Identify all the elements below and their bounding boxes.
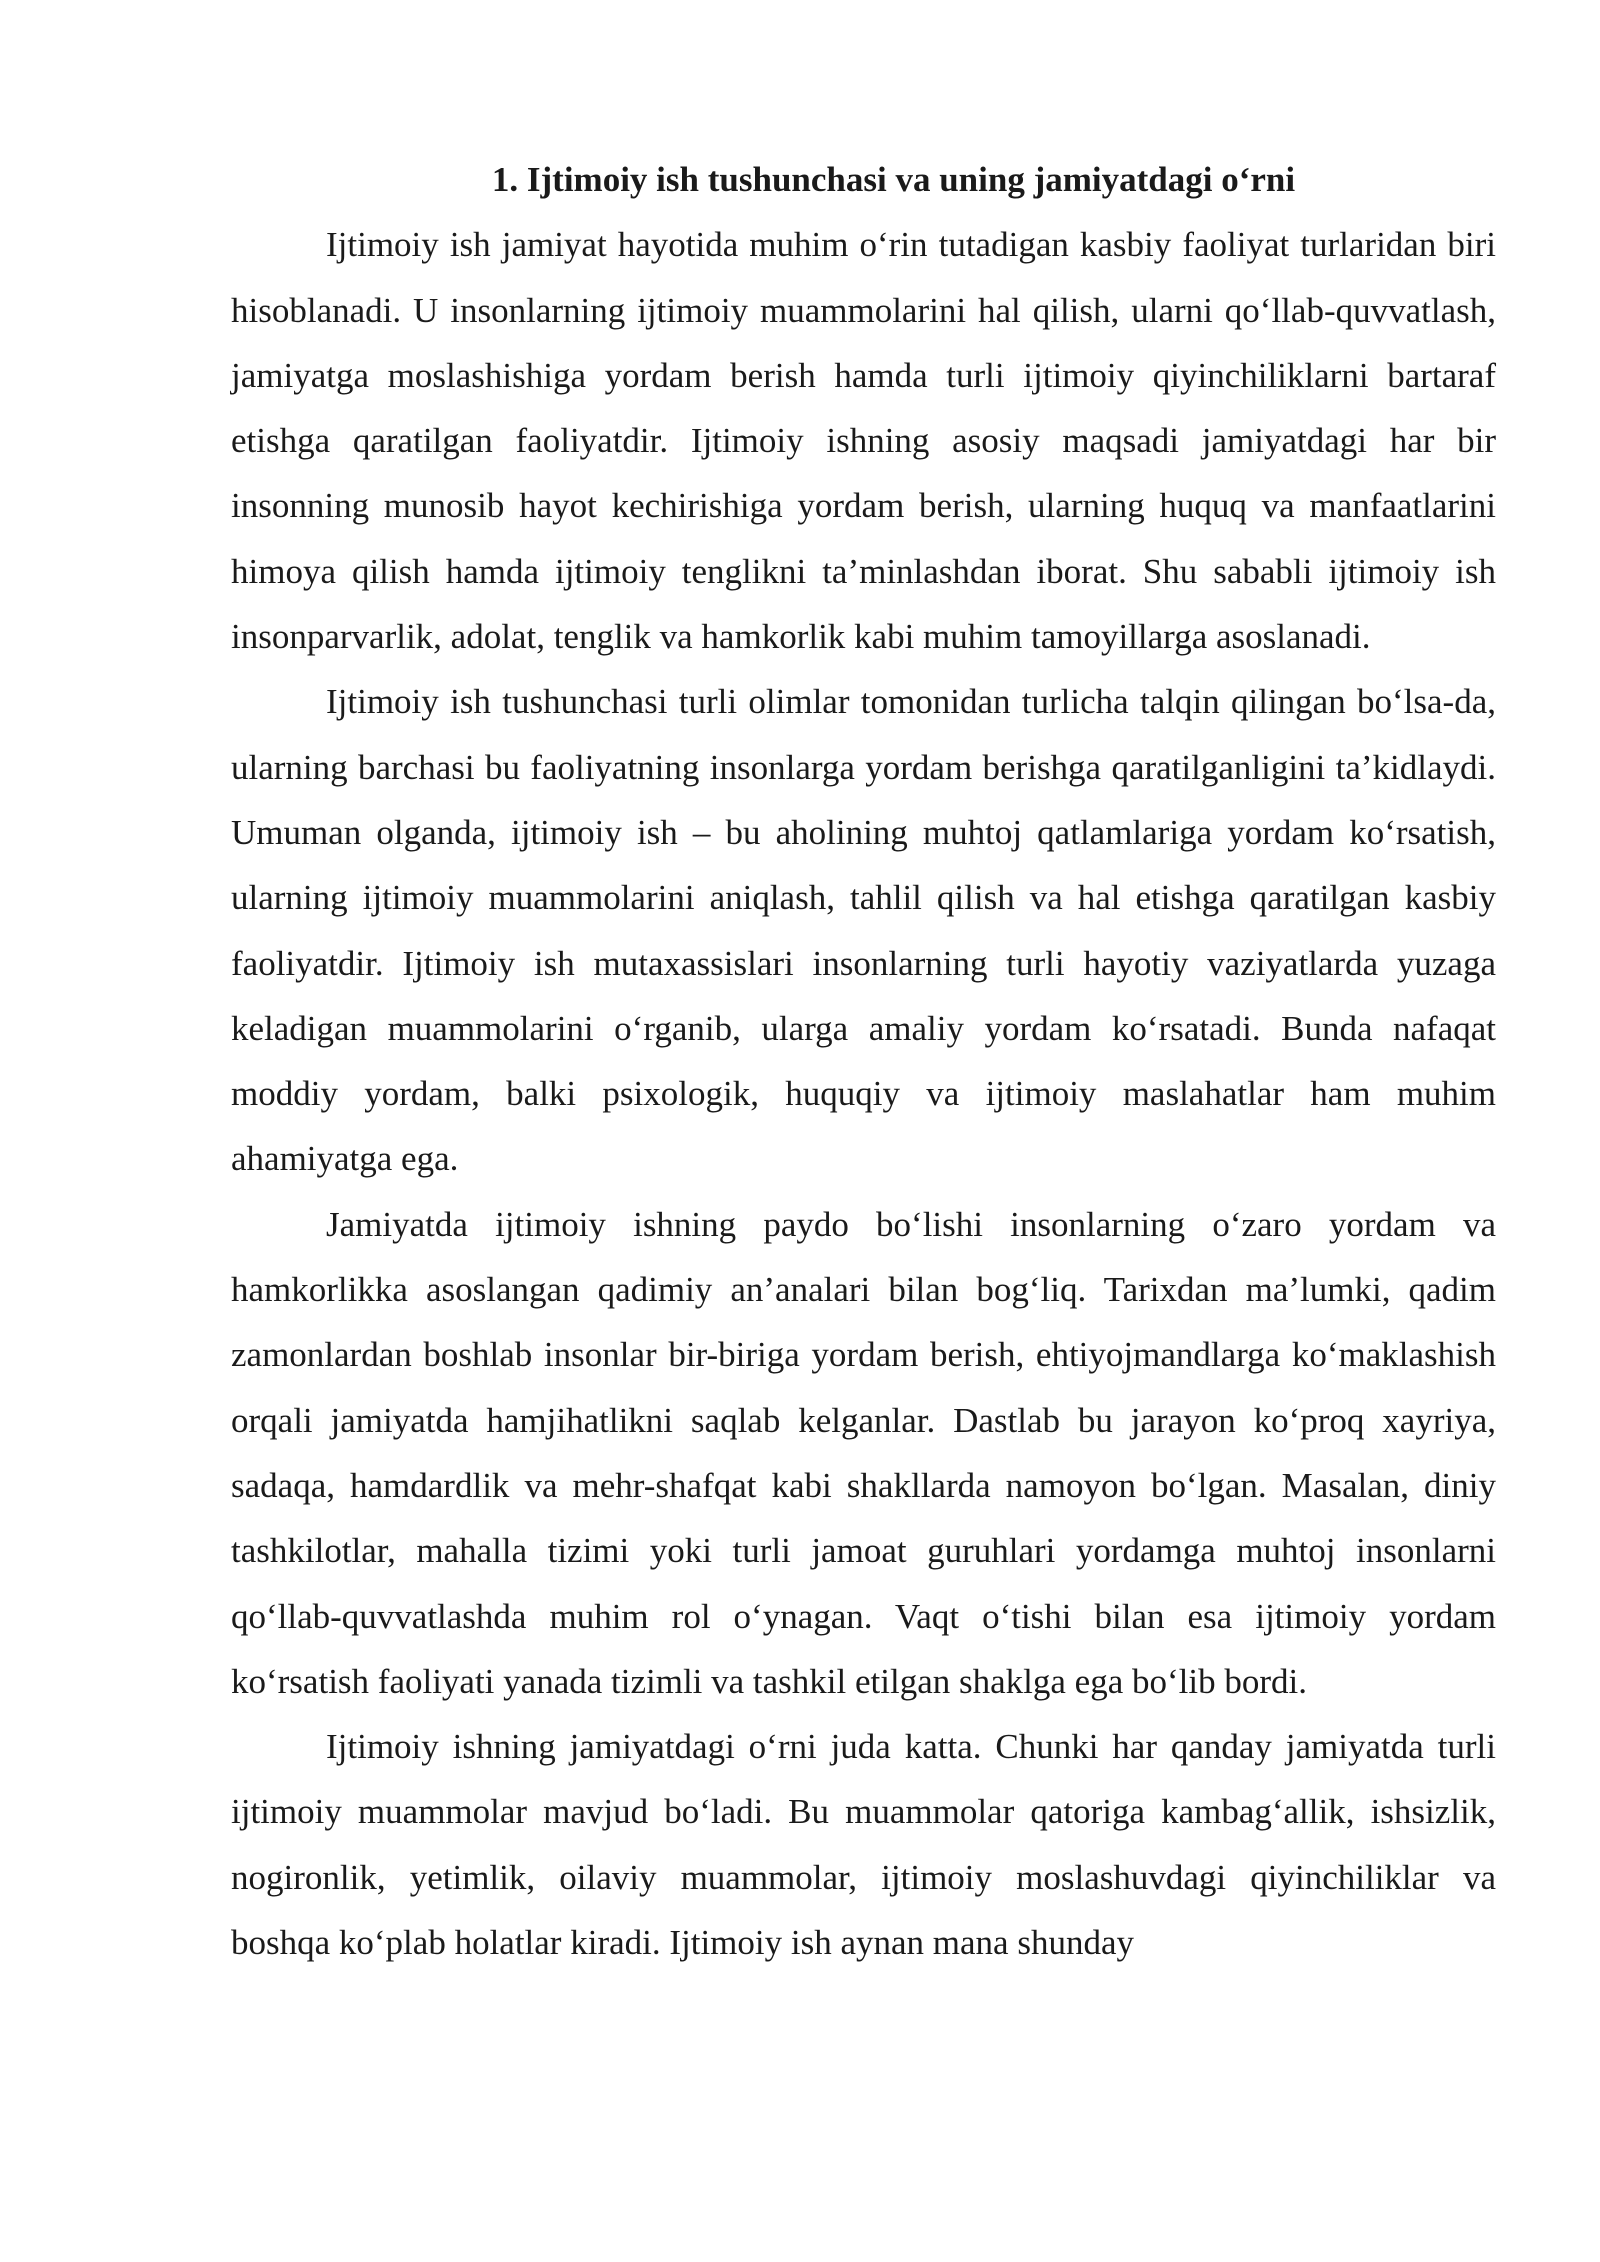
paragraph-3: Jamiyatda ijtimoiy ishning paydo bo‘lishi insonlarning o‘zaro yordam va hamkorlikka asoslangan qadimiy an’analari bilan bog‘liq. Tarixdan ma’lumki, qadim zamonlardan boshlab insonlar bir-biriga yordam berish, ehtiyojmandlarga ko‘maklashish orqali jamiyatda hamjihatlikni saqlab kelganlar. Dastlab bu jarayon ko‘proq xayriya, sadaqa, hamdardlik va mehr-shafqat kabi shakllarda namoyon bo‘lgan. Masalan, diniy tashkilotlar, mahalla tizimi yoki turli jamoat guruhlari yordamga muhtoj insonlarni qo‘llab-quvvatlashda muhim rol o‘ynagan. Vaqt o‘tishi bilan esa ijtimoiy yordam ko‘rsatish faoliyati yanada tizimli va tashkil etilgan shaklga ega bo‘lib bordi. (231, 1204, 1496, 1701)
paragraph-4: Ijtimoiy ishning jamiyatdagi o‘rni juda katta. Chunki har qanday jamiyatda turli ijtimoiy muammolar mavjud bo‘ladi. Bu muammolar qatoriga kambag‘allik, ishsizlik, nogironlik, yetimlik, oilaviy muammolar, ijtimoiy moslashuvdagi qiyinchiliklar va boshqa ko‘plab holatlar kiradi. Ijtimoiy ish aynan mana shunday (231, 1727, 1496, 1963)
paragraph-1: Ijtimoiy ish jamiyat hayotida muhim o‘rin tutadigan kasbiy faoliyat turlaridan biri hisoblanadi. U insonlarning ijtimoiy muammolarini hal qilish, ularni qo‘llab-quvvatlash, jamiyatga moslashishiga yordam berish hamda turli ijtimoiy qiyinchiliklarni bartaraf etishga qaratilgan faoliyatdir. Ijtimoiy ishning asosiy maqsadi jamiyatdagi har bir insonning munosib hayot kechirishiga yordam berish, ularning huquq va manfaatlarini himoya qilish hamda ijtimoiy tenglikni ta’minlashdan iborat. Shu sababli ijtimoiy ish insonparvarlik, adolat, tenglik va hamkorlik kabi muhim tamoyillarga asoslanadi. (231, 225, 1496, 657)
section-title: 1. Ijtimoiy ish tushunchasi va uning jamiyatdagi o‘rni (491, 160, 1296, 199)
document-body (231, 147, 1496, 1975)
paragraph-2: Ijtimoiy ish tushunchasi turli olimlar tomonidan turlicha talqin qilingan bo‘lsa-da, ularning barchasi bu faoliyatning insonlarga yordam berishga qaratilganligini ta’kidlaydi. Umuman olganda, ijtimoiy ish – bu aholining muhtoj qatlamlariga yordam ko‘rsatish, ularning ijtimoiy muammolarini aniqlash, tahlil qilish va hal etishga qaratilgan kasbiy faoliyatdir. Ijtimoiy ish mutaxassislari insonlarning turli hayotiy vaziyatlarda yuzaga keladigan muammolarini o‘rganib, ularga amaliy yordam ko‘rsatadi. Bunda nafaqat moddiy yordam, balki psixologik, huquqiy va ijtimoiy maslahatlar ham muhim ahamiyatga ega. (231, 682, 1496, 1179)
